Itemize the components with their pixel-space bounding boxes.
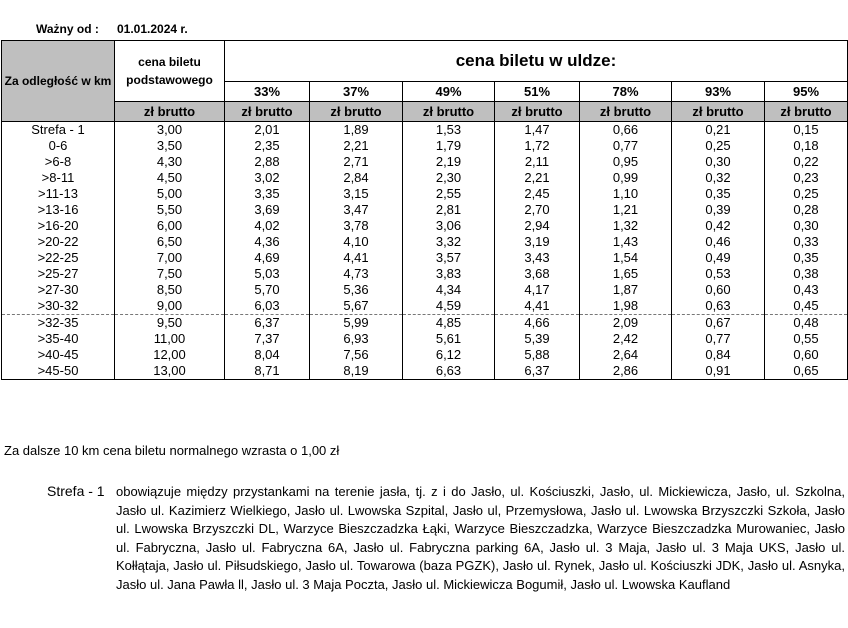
relief-price-cell: 1,43	[580, 234, 672, 250]
basic-price-cell: 9,00	[115, 298, 225, 315]
header-percent: 37%	[310, 82, 403, 102]
basic-price-cell: 7,00	[115, 250, 225, 266]
table-row	[2, 234, 848, 250]
relief-price-cell: 3,02	[225, 170, 310, 186]
basic-price-cell: 4,30	[115, 154, 225, 170]
basic-price-cell: 12,00	[115, 347, 225, 363]
distance-cell: >22-25	[2, 250, 115, 266]
table-row	[2, 154, 848, 170]
relief-price-cell: 0,21	[672, 122, 765, 139]
table-row	[2, 266, 848, 282]
relief-price-cell: 0,45	[765, 298, 848, 315]
relief-price-cell: 0,77	[672, 331, 765, 347]
relief-price-cell: 1,21	[580, 202, 672, 218]
table-row	[2, 218, 848, 234]
distance-cell: >6-8	[2, 154, 115, 170]
relief-price-cell: 0,15	[765, 122, 848, 139]
relief-price-cell: 0,53	[672, 266, 765, 282]
table-row	[2, 363, 848, 380]
relief-price-cell: 2,45	[495, 186, 580, 202]
relief-price-cell: 6,37	[225, 315, 310, 332]
relief-price-cell: 1,54	[580, 250, 672, 266]
basic-price-cell: 6,00	[115, 218, 225, 234]
header-basic-fare: cena biletu podstawowego	[115, 41, 225, 102]
relief-price-cell: 0,55	[765, 331, 848, 347]
relief-price-cell: 1,72	[495, 138, 580, 154]
relief-price-cell: 0,23	[765, 170, 848, 186]
header-unit: zł brutto	[225, 102, 310, 122]
relief-price-cell: 0,49	[672, 250, 765, 266]
relief-price-cell: 0,32	[672, 170, 765, 186]
relief-price-cell: 0,67	[672, 315, 765, 332]
distance-cell: >35-40	[2, 331, 115, 347]
basic-price-cell: 3,00	[115, 122, 225, 139]
relief-price-cell: 4,41	[495, 298, 580, 315]
distance-cell: >20-22	[2, 234, 115, 250]
relief-price-cell: 5,88	[495, 347, 580, 363]
relief-price-cell: 3,68	[495, 266, 580, 282]
table-row	[2, 186, 848, 202]
relief-price-cell: 3,43	[495, 250, 580, 266]
valid-from	[36, 22, 188, 36]
price-note: Za dalsze 10 km cena biletu normalnego wzrasta o 1,00 zł	[4, 443, 340, 458]
table-row	[2, 298, 848, 315]
relief-price-cell: 6,37	[495, 363, 580, 380]
distance-cell: >11-13	[2, 186, 115, 202]
basic-price-cell: 8,50	[115, 282, 225, 298]
basic-price-cell: 5,00	[115, 186, 225, 202]
basic-price-cell: 9,50	[115, 315, 225, 332]
relief-price-cell: 0,33	[765, 234, 848, 250]
relief-price-cell: 0,35	[765, 250, 848, 266]
relief-price-cell: 0,42	[672, 218, 765, 234]
relief-price-cell: 5,67	[310, 298, 403, 315]
relief-price-cell: 6,03	[225, 298, 310, 315]
relief-price-cell: 0,46	[672, 234, 765, 250]
table-row	[2, 170, 848, 186]
relief-price-cell: 0,18	[765, 138, 848, 154]
relief-price-cell: 5,36	[310, 282, 403, 298]
relief-price-cell: 3,19	[495, 234, 580, 250]
basic-price-cell: 11,00	[115, 331, 225, 347]
header-relief-fare: cena biletu w uldze:	[225, 41, 848, 82]
relief-price-cell: 0,25	[765, 186, 848, 202]
relief-price-cell: 3,06	[403, 218, 495, 234]
relief-price-cell: 2,09	[580, 315, 672, 332]
relief-price-cell: 4,02	[225, 218, 310, 234]
basic-price-cell: 13,00	[115, 363, 225, 380]
relief-price-cell: 4,73	[310, 266, 403, 282]
relief-price-cell: 0,99	[580, 170, 672, 186]
relief-price-cell: 3,47	[310, 202, 403, 218]
relief-price-cell: 5,99	[310, 315, 403, 332]
relief-price-cell: 2,21	[495, 170, 580, 186]
relief-price-cell: 2,19	[403, 154, 495, 170]
header-percent: 33%	[225, 82, 310, 102]
relief-price-cell: 4,36	[225, 234, 310, 250]
relief-price-cell: 3,57	[403, 250, 495, 266]
distance-cell: >45-50	[2, 363, 115, 380]
relief-price-cell: 4,34	[403, 282, 495, 298]
header-unit: zł brutto	[672, 102, 765, 122]
relief-price-cell: 0,66	[580, 122, 672, 139]
relief-price-cell: 0,84	[672, 347, 765, 363]
relief-price-cell: 3,83	[403, 266, 495, 282]
relief-price-cell: 2,11	[495, 154, 580, 170]
basic-price-cell: 3,50	[115, 138, 225, 154]
relief-price-cell: 0,60	[765, 347, 848, 363]
relief-price-cell: 5,61	[403, 331, 495, 347]
relief-price-cell: 2,88	[225, 154, 310, 170]
distance-cell: >32-35	[2, 315, 115, 332]
relief-price-cell: 6,12	[403, 347, 495, 363]
table-row	[2, 138, 848, 154]
relief-price-cell: 1,10	[580, 186, 672, 202]
distance-cell: >16-20	[2, 218, 115, 234]
relief-price-cell: 2,01	[225, 122, 310, 139]
relief-price-cell: 2,86	[580, 363, 672, 380]
relief-price-cell: 0,48	[765, 315, 848, 332]
table-row	[2, 202, 848, 218]
table-row	[2, 122, 848, 139]
relief-price-cell: 1,47	[495, 122, 580, 139]
relief-price-cell: 0,22	[765, 154, 848, 170]
relief-price-cell: 2,42	[580, 331, 672, 347]
table-row	[2, 250, 848, 266]
header-unit: zł brutto	[580, 102, 672, 122]
fare-table	[1, 40, 848, 380]
relief-price-cell: 1,65	[580, 266, 672, 282]
relief-price-cell: 0,30	[672, 154, 765, 170]
basic-price-cell: 4,50	[115, 170, 225, 186]
relief-price-cell: 0,39	[672, 202, 765, 218]
header-percent: 51%	[495, 82, 580, 102]
relief-price-cell: 0,63	[672, 298, 765, 315]
relief-price-cell: 8,71	[225, 363, 310, 380]
relief-price-cell: 1,53	[403, 122, 495, 139]
basic-price-cell: 5,50	[115, 202, 225, 218]
table-row	[2, 315, 848, 332]
relief-price-cell: 4,59	[403, 298, 495, 315]
relief-price-cell: 0,65	[765, 363, 848, 380]
relief-price-cell: 0,28	[765, 202, 848, 218]
relief-price-cell: 4,69	[225, 250, 310, 266]
relief-price-cell: 0,35	[672, 186, 765, 202]
relief-price-cell: 1,79	[403, 138, 495, 154]
fare-table-body	[2, 41, 848, 380]
relief-price-cell: 7,37	[225, 331, 310, 347]
relief-price-cell: 2,84	[310, 170, 403, 186]
relief-price-cell: 5,39	[495, 331, 580, 347]
relief-price-cell: 5,03	[225, 266, 310, 282]
distance-cell: >25-27	[2, 266, 115, 282]
relief-price-cell: 2,55	[403, 186, 495, 202]
relief-price-cell: 4,41	[310, 250, 403, 266]
relief-price-cell: 4,10	[310, 234, 403, 250]
valid-from-label: Ważny od :	[36, 22, 99, 36]
header-row-units	[2, 102, 848, 122]
relief-price-cell: 2,35	[225, 138, 310, 154]
basic-price-cell: 7,50	[115, 266, 225, 282]
relief-price-cell: 8,04	[225, 347, 310, 363]
relief-price-cell: 3,69	[225, 202, 310, 218]
relief-price-cell: 0,77	[580, 138, 672, 154]
valid-from-date: 01.01.2024 r.	[117, 22, 188, 36]
relief-price-cell: 4,85	[403, 315, 495, 332]
distance-cell: >27-30	[2, 282, 115, 298]
relief-price-cell: 3,78	[310, 218, 403, 234]
distance-cell: Strefa - 1	[2, 122, 115, 139]
relief-price-cell: 0,95	[580, 154, 672, 170]
relief-price-cell: 1,87	[580, 282, 672, 298]
distance-cell: >40-45	[2, 347, 115, 363]
relief-price-cell: 0,43	[765, 282, 848, 298]
relief-price-cell: 4,66	[495, 315, 580, 332]
zone-description: obowiązuje między przystankami na terenie jasła, tj. z i do Jasło, ul. Kościuszki, Jasło, ul. Mickiewicza, Jasło, ul. Szkolna, Jasło ul. Kazimierz Wielkiego, Jasło ul. Lwowska Szpital, Jasło ul, Przemysłowa, Jasło ul. Lwowska Brzyszczki Szkoła, Jasło ul. Lwowska Brzyszczki DL, Warzyce Bieszczadzka Łąki, Warzyce Bieszczadzka, Warzyce Bieszczadzka Murowaniec, Jasło ul. Fabryczna, Jasło ul. Fabryczna 6A, Jasło ul. Fabryczna parking 6A, Jasło ul. 3 Maja, Jasło ul. 3 Maja UKS, Jasło ul. Kołłątaja, Jasło ul. Piłsudskiego, Jasło ul. Towarowa (baza PGZK), Jasło ul. Rynek, Jasło ul. Kościuszki JDK, Jasło ul. Asnyka, Jasło ul. Jana Pawła ll, Jasło ul. 3 Maja Poczta, Jasło ul. Mickiewicza Bogumił, Jasło ul. Lwowska Kaufland	[116, 484, 845, 592]
relief-price-cell: 0,25	[672, 138, 765, 154]
relief-price-cell: 3,35	[225, 186, 310, 202]
table-row	[2, 282, 848, 298]
relief-price-cell: 2,70	[495, 202, 580, 218]
relief-price-cell: 6,93	[310, 331, 403, 347]
distance-cell: 0-6	[2, 138, 115, 154]
header-percent: 78%	[580, 82, 672, 102]
header-unit: zł brutto	[765, 102, 848, 122]
relief-price-cell: 3,15	[310, 186, 403, 202]
relief-price-cell: 2,30	[403, 170, 495, 186]
relief-price-cell: 1,98	[580, 298, 672, 315]
relief-price-cell: 0,30	[765, 218, 848, 234]
relief-price-cell: 4,17	[495, 282, 580, 298]
relief-price-cell: 2,71	[310, 154, 403, 170]
relief-price-cell: 0,60	[672, 282, 765, 298]
relief-price-cell: 8,19	[310, 363, 403, 380]
table-row	[2, 331, 848, 347]
header-percent: 93%	[672, 82, 765, 102]
distance-cell: >8-11	[2, 170, 115, 186]
relief-price-cell: 7,56	[310, 347, 403, 363]
relief-price-cell: 2,64	[580, 347, 672, 363]
header-unit: zł brutto	[495, 102, 580, 122]
zone-label: Strefa - 1	[47, 483, 105, 499]
relief-price-cell: 1,89	[310, 122, 403, 139]
table-row	[2, 347, 848, 363]
header-unit: zł brutto	[403, 102, 495, 122]
relief-price-cell: 6,63	[403, 363, 495, 380]
relief-price-cell: 0,38	[765, 266, 848, 282]
header-row-1	[2, 41, 848, 82]
header-percent: 49%	[403, 82, 495, 102]
header-distance: Za odległość w km	[2, 41, 115, 122]
distance-cell: >30-32	[2, 298, 115, 315]
relief-price-cell: 2,81	[403, 202, 495, 218]
distance-cell: >13-16	[2, 202, 115, 218]
header-percent: 95%	[765, 82, 848, 102]
header-unit: zł brutto	[115, 102, 225, 122]
relief-price-cell: 2,94	[495, 218, 580, 234]
basic-price-cell: 6,50	[115, 234, 225, 250]
relief-price-cell: 1,32	[580, 218, 672, 234]
header-unit: zł brutto	[310, 102, 403, 122]
relief-price-cell: 3,32	[403, 234, 495, 250]
relief-price-cell: 5,70	[225, 282, 310, 298]
relief-price-cell: 0,91	[672, 363, 765, 380]
relief-price-cell: 2,21	[310, 138, 403, 154]
